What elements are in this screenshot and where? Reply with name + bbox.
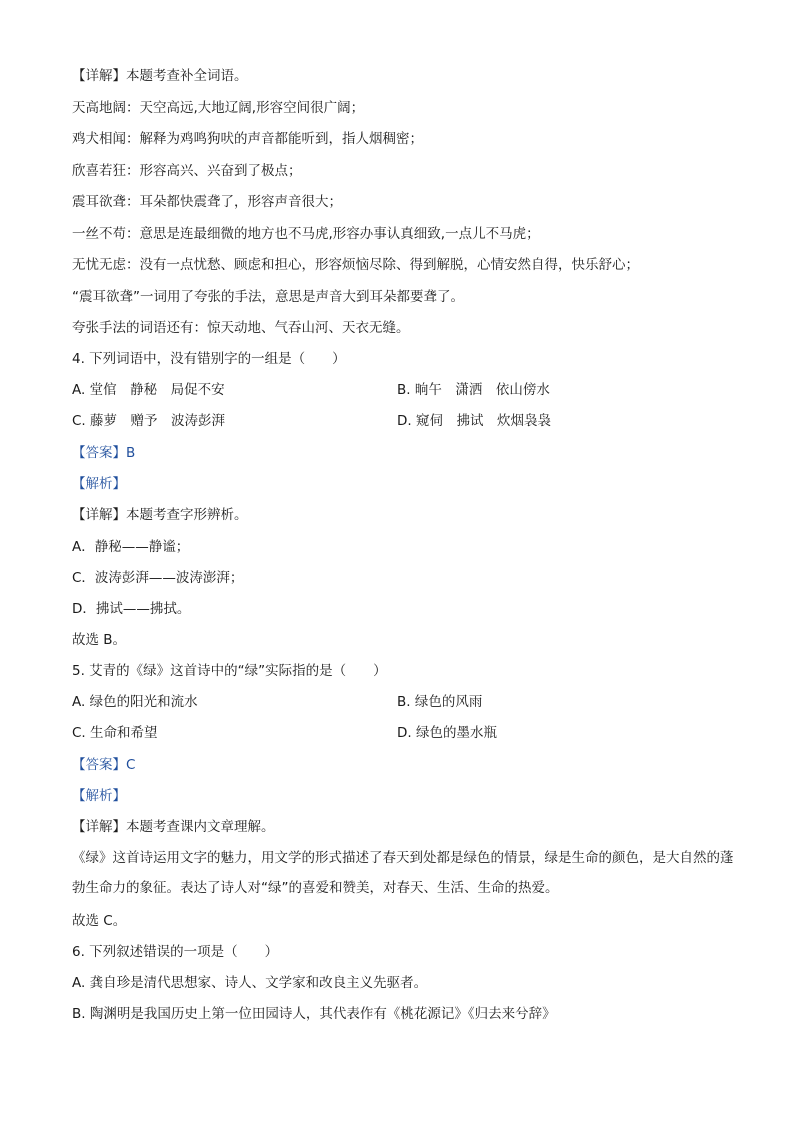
- answer-label: 【答案】C: [72, 757, 136, 773]
- explanation-line: 震耳欲聋：耳朵都快震聋了，形容声音很大；: [72, 194, 342, 210]
- question-5-stem: 5. 艾青的《绿》这首诗中的“绿”实际指的是（ ）: [72, 663, 387, 679]
- conclusion-line: 故选 C。: [72, 913, 127, 929]
- conclusion-line: 故选 B。: [72, 632, 127, 648]
- explanation-line: D．拂试——拂拭。: [72, 601, 191, 617]
- analysis-label: 【解析】: [72, 476, 126, 492]
- explanation-line: 无忧无虑：没有一点忧愁、顾虑和担心，形容烦恼尽除、得到解脱，心情安然自得，快乐舒心；: [72, 257, 639, 273]
- explanation-paragraph: 《绿》这首诗运用文字的魅力，用文学的形式描述了春天到处都是绿色的情景，绿是生命的颜色，是大自然的蓬勃生命力的象征。表达了诗人对“绿”的喜爱和赞美，对春天、生活、生命的热爱。: [72, 850, 734, 896]
- option-c: C. 生命和希望: [72, 725, 158, 741]
- explanation-line: 一丝不苟：意思是连最细微的地方也不马虎,形容办事认真细致,一点儿不马虎；: [72, 226, 540, 242]
- explanation-line: 鸡犬相闻：解释为鸡鸣狗吠的声音都能听到，指人烟稠密；: [72, 131, 423, 147]
- option-c: C. 藤萝 赠予 波涛彭湃: [72, 413, 226, 429]
- option-a: A. 龚自珍是清代思想家、诗人、文学家和改良主义先驱者。: [72, 975, 428, 991]
- explanation-line: 欣喜若狂：形容高兴、兴奋到了极点；: [72, 163, 302, 179]
- detail-heading-q3: 【详解】本题考查补全词语。: [72, 68, 248, 84]
- option-d: D. 绿色的墨水瓶: [397, 725, 497, 741]
- option-d: D. 窥伺 拂试 炊烟袅袅: [397, 413, 551, 429]
- explanation-line: A．静秘——静谧；: [72, 539, 190, 555]
- detail-heading: 【详解】本题考查课内文章理解。: [72, 819, 275, 835]
- question-6-stem: 6. 下列叙述错误的一项是（ ）: [72, 944, 279, 960]
- explanation-line: 天高地阔：天空高远,大地辽阔,形容空间很广阔；: [72, 100, 365, 116]
- explanation-line: C．波涛彭湃——波涛澎湃；: [72, 570, 244, 586]
- option-a: A. 堂倌 静秘 局促不安: [72, 382, 225, 398]
- option-b: B. 绿色的风雨: [397, 694, 483, 710]
- option-b: B. 晌午 潇洒 依山傍水: [397, 382, 550, 398]
- option-a: A. 绿色的阳光和流水: [72, 694, 198, 710]
- question-4-stem: 4. 下列词语中，没有错别字的一组是（ ）: [72, 351, 346, 367]
- detail-heading: 【详解】本题考查字形辨析。: [72, 507, 248, 523]
- option-b: B. 陶渊明是我国历史上第一位田园诗人，其代表作有《桃花源记》《归去来兮辞》: [72, 1006, 556, 1022]
- answer-label: 【答案】B: [72, 445, 136, 461]
- analysis-label: 【解析】: [72, 788, 126, 804]
- explanation-line: 夸张手法的词语还有：惊天动地、气吞山河、天衣无缝。: [72, 320, 410, 336]
- explanation-line: “震耳欲聋”一词用了夸张的手法，意思是声音大到耳朵都要聋了。: [72, 289, 464, 305]
